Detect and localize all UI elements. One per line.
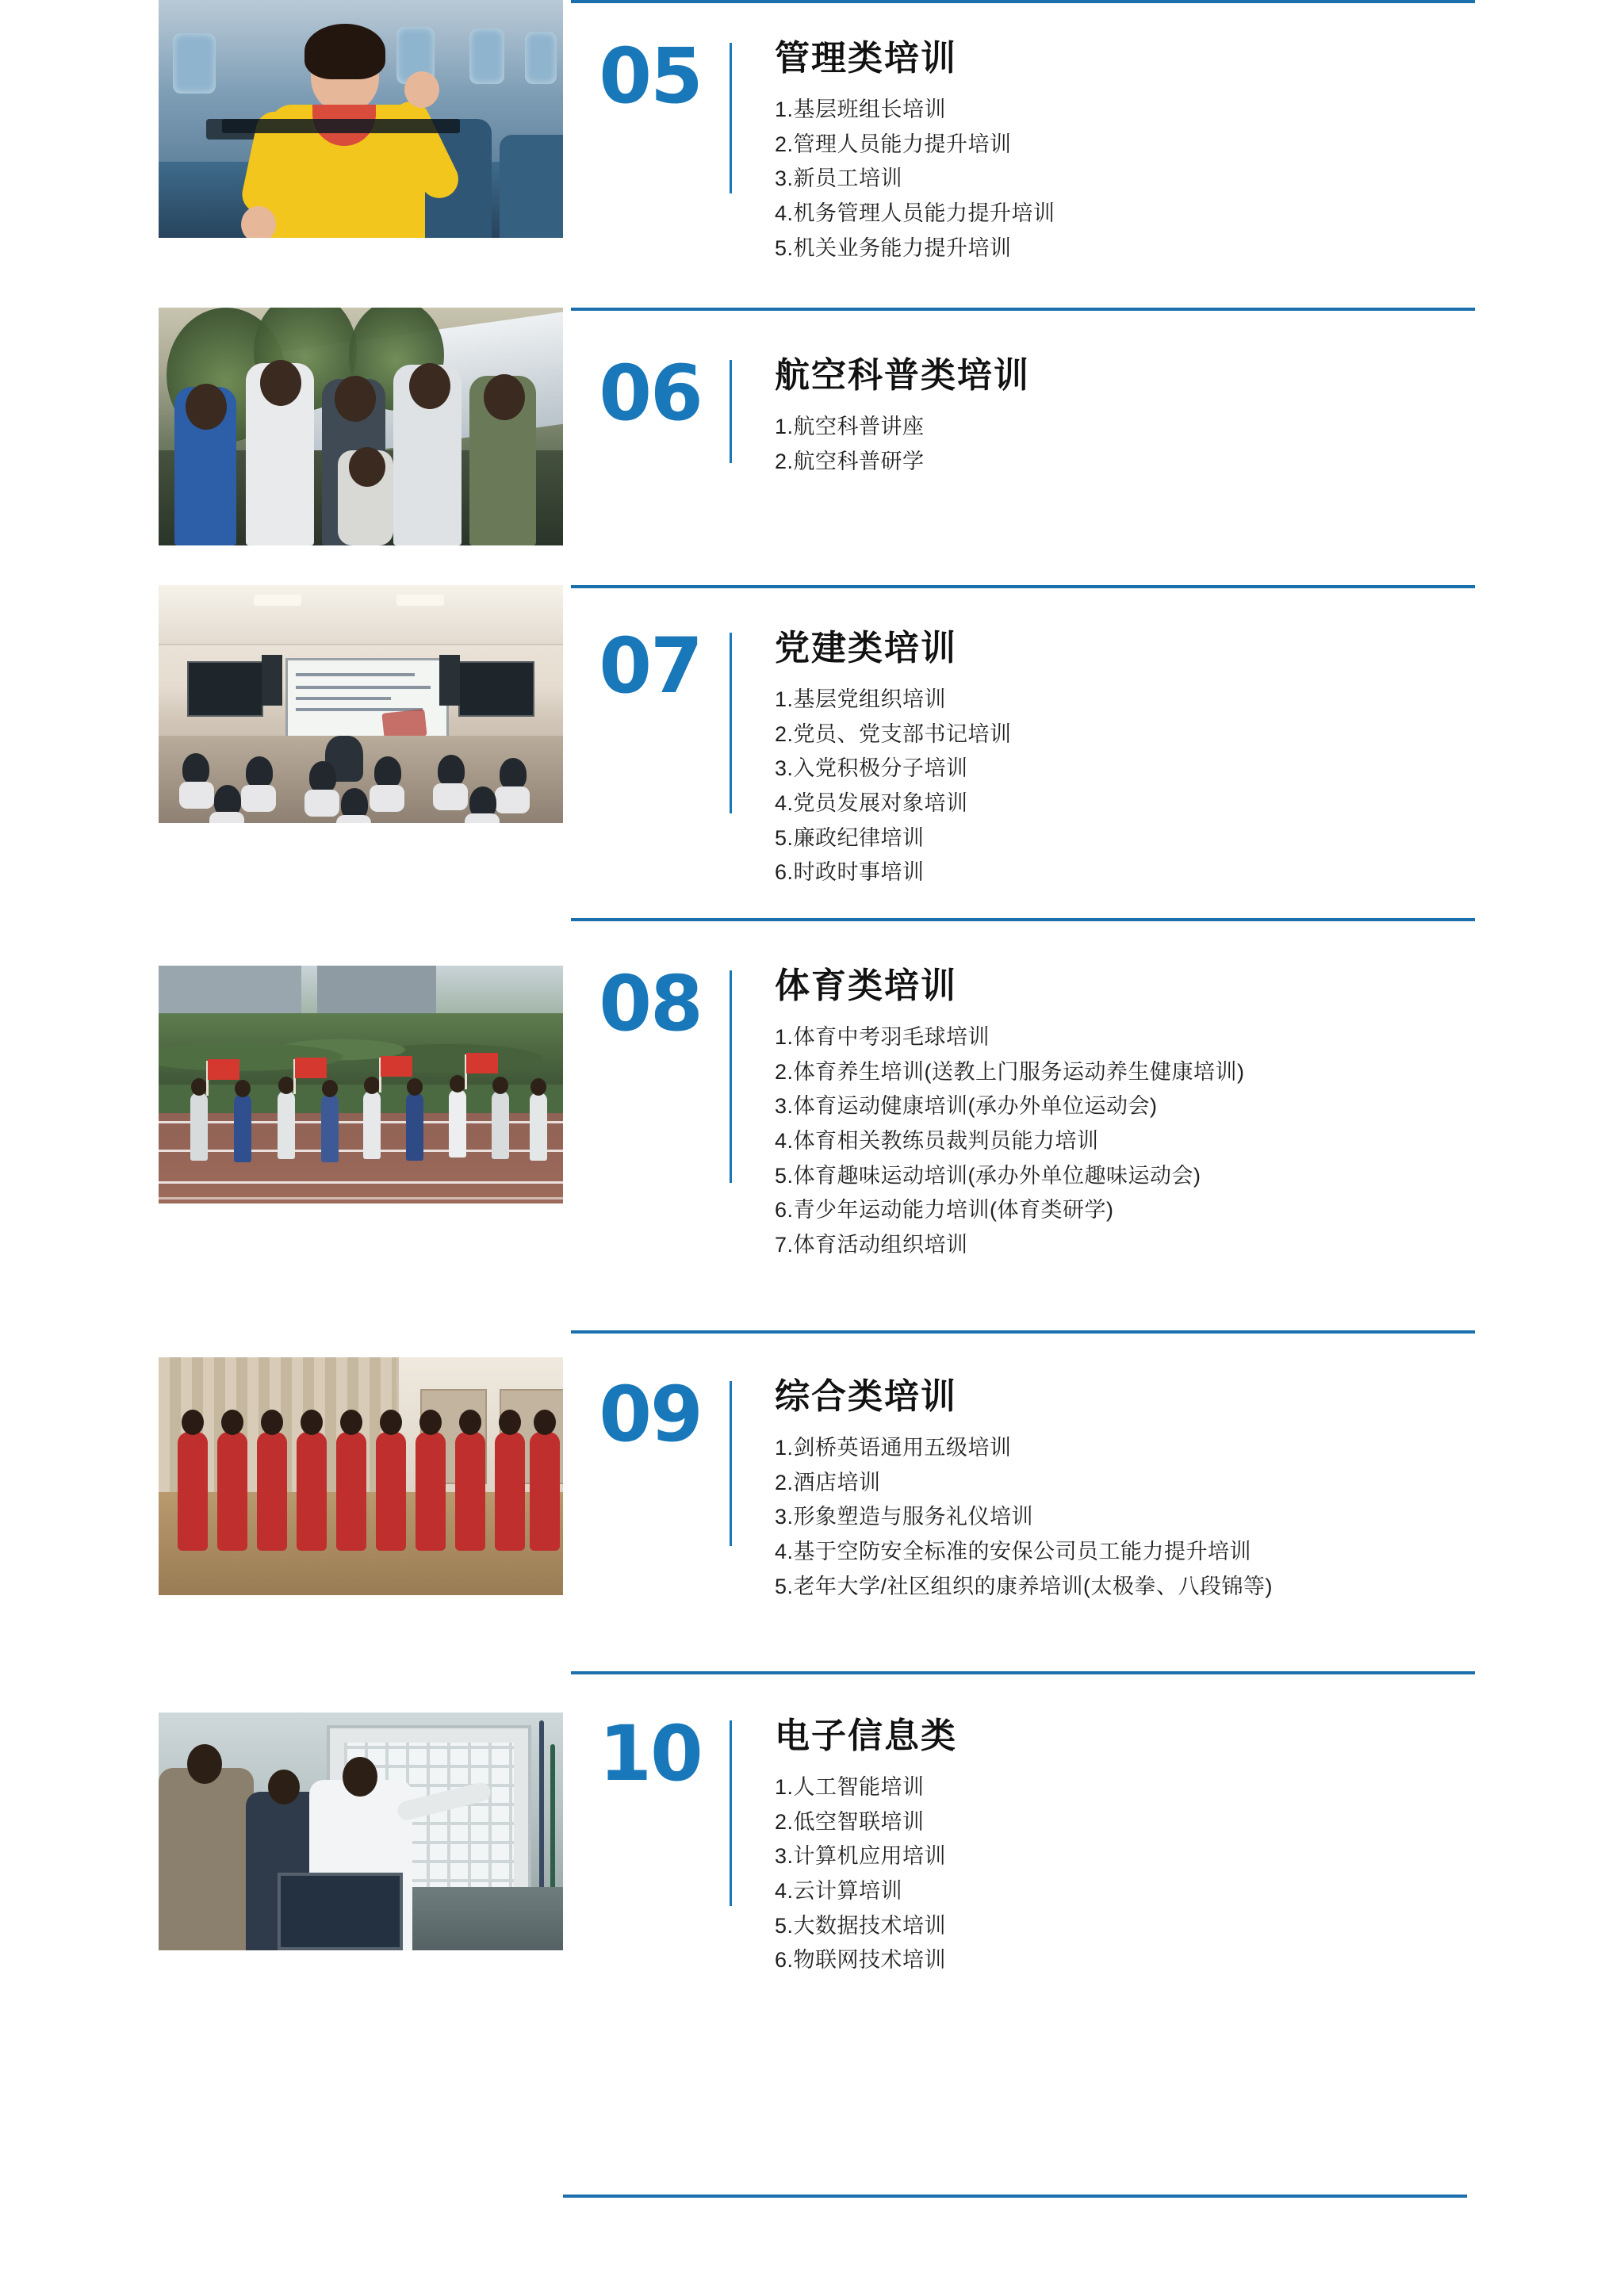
- list-item: 2.酒店培训: [775, 1470, 881, 1494]
- section-text-06: [732, 355, 1576, 479]
- section-number-08: 08: [599, 959, 702, 1048]
- section-rule-05: [571, 0, 1475, 3]
- photo-06: [159, 308, 563, 545]
- list-item: 2.体育养生培训(送教上门服务运动养生健康培训): [775, 1059, 1245, 1084]
- section-text-08: [732, 966, 1576, 1263]
- content-column-06: [563, 308, 1576, 479]
- list-item: 6.时政时事培训: [775, 860, 925, 885]
- section-number-05: 05: [599, 32, 702, 121]
- content-column-09: [563, 1330, 1576, 1604]
- photo-column-06: [48, 308, 563, 545]
- list-item: 3.体育运动健康培训(承办外单位运动会): [775, 1094, 1158, 1119]
- list-item: 6.物联网技术培训: [775, 1948, 947, 1973]
- content-column-08: [563, 918, 1576, 1263]
- list-item: 2.管理人员能力提升培训: [775, 132, 1012, 156]
- section-text-05: [732, 38, 1576, 266]
- photo-column-09: [48, 1330, 563, 1595]
- section-08: [48, 918, 1576, 1330]
- section-number-10: 10: [599, 1709, 702, 1798]
- section-06: [48, 308, 1576, 585]
- section-09: [48, 1330, 1576, 1671]
- list-item: 3.计算机应用培训: [775, 1844, 947, 1869]
- section-title-06: 航空科普类培训: [775, 356, 1030, 395]
- section-rule-10: [571, 1671, 1475, 1674]
- list-item: 1.人工智能培训: [775, 1774, 925, 1799]
- section-text-10: [732, 1716, 1576, 1978]
- list-item: 1.基层党组织培训: [775, 687, 947, 711]
- list-item: 3.入党积极分子培训: [775, 756, 968, 781]
- list-item: 3.新员工培训: [775, 166, 903, 191]
- list-item: 2.党员、党支部书记培训: [775, 721, 1012, 746]
- list-item: 7.体育活动组织培训: [775, 1233, 968, 1257]
- list-item: 2.低空智联培训: [775, 1809, 925, 1834]
- list-item: 5.机关业务能力提升培训: [775, 235, 1012, 260]
- section-rule-06: [571, 308, 1475, 311]
- photo-09: [159, 1357, 563, 1595]
- section-text-09: [732, 1376, 1576, 1604]
- photo-column-05: [48, 0, 563, 238]
- section-rule-08: [571, 918, 1475, 921]
- section-title-08: 体育类培训: [775, 966, 957, 1005]
- section-rule-09: [571, 1330, 1475, 1334]
- photo-07: [159, 585, 563, 823]
- section-title-09: 综合类培训: [775, 1377, 957, 1416]
- section-10: [48, 1671, 1576, 2012]
- list-item: 6.青少年运动能力培训(体育类研学): [775, 1198, 1114, 1223]
- list-item: 5.老年大学/社区组织的康养培训(太极拳、八段锦等): [775, 1574, 1274, 1598]
- section-text-07: [732, 628, 1576, 890]
- content-column-10: [563, 1671, 1576, 1978]
- photo-column-10: [48, 1671, 563, 1950]
- list-item: 5.体育趣味运动培训(承办外单位趣味运动会): [775, 1163, 1201, 1188]
- list-item: 1.剑桥英语通用五级培训: [775, 1435, 1012, 1460]
- list-item: 4.机务管理人员能力提升培训: [775, 201, 1055, 225]
- content-column-05: [563, 0, 1576, 266]
- list-item: 4.体育相关教练员裁判员能力培训: [775, 1129, 1099, 1153]
- list-item: 5.大数据技术培训: [775, 1913, 947, 1938]
- section-number-06: 06: [599, 349, 702, 438]
- footer-rule: [563, 2195, 1467, 2198]
- section-number-07: 07: [599, 622, 702, 710]
- section-05: [48, 0, 1576, 308]
- section-07: [48, 585, 1576, 918]
- section-title-10: 电子信息类: [775, 1716, 957, 1755]
- list-item: 5.廉政纪律培训: [775, 825, 925, 850]
- list-item: 3.形象塑造与服务礼仪培训: [775, 1505, 1034, 1529]
- section-number-09: 09: [599, 1370, 702, 1459]
- list-item: 1.基层班组长培训: [775, 97, 947, 121]
- list-item: 4.党员发展对象培训: [775, 791, 968, 815]
- photo-05: [159, 0, 563, 238]
- list-item: 1.航空科普讲座: [775, 414, 925, 438]
- list-item: 2.航空科普研学: [775, 449, 925, 473]
- list-item: 1.体育中考羽毛球培训: [775, 1024, 990, 1049]
- photo-10: [159, 1712, 563, 1950]
- photo-column-07: [48, 585, 563, 823]
- content-column-07: [563, 585, 1576, 890]
- section-title-05: 管理类培训: [775, 39, 957, 78]
- photo-column-08: [48, 918, 563, 1203]
- section-title-07: 党建类培训: [775, 629, 957, 668]
- section-rule-07: [571, 585, 1475, 588]
- list-item: 4.云计算培训: [775, 1879, 903, 1903]
- photo-08: [159, 966, 563, 1203]
- list-item: 4.基于空防安全标准的安保公司员工能力提升培训: [775, 1540, 1252, 1563]
